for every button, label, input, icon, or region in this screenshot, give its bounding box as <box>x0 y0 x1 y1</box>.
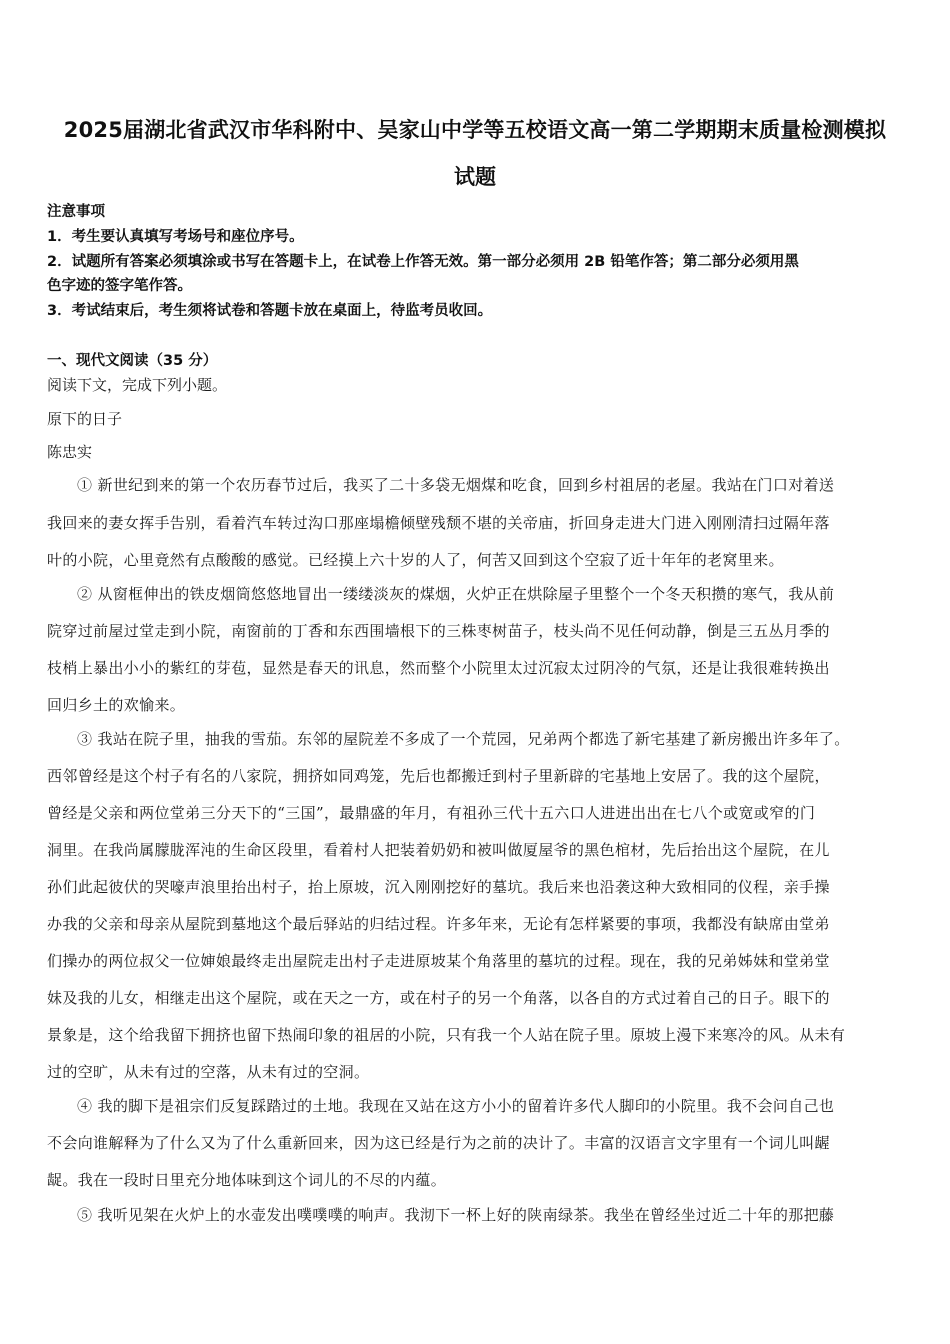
body-line: 西邻曾经是这个村子有名的八家院，拥挤如同鸡笼，先后也都搬迁到村子里新辟的宅基地上安居了。我的这个屋院， <box>47 767 830 785</box>
body-line: 办我的父亲和母亲从屋院到墓地这个最后驿站的归结过程。许多年来，无论有怎样紧要的事项，我都没有缺席由堂弟 <box>47 915 830 933</box>
body-line: ① 新世纪到来的第一个农历春节过后，我买了二十多袋无烟煤和吃食，回到乡村祖居的老屋。我站在门口对着送 <box>77 476 835 494</box>
section-heading: 一、现代文阅读（35 分） <box>47 353 218 369</box>
body-line: 枝梢上暴出小小的紫红的芽苞，显然是春天的讯息，然而整个小院里太过沉寂太过阴冷的气氛，还是让我很难转换出 <box>47 659 830 677</box>
document-title-line-2: 试题 <box>454 165 496 189</box>
body-line: 曾经是父亲和两位堂弟三分天下的“三国”，最鼎盛的年月，有祖孙三代十五六口人进进出出在七八个或宽或窄的门 <box>47 804 816 822</box>
reading-instruction: 阅读下文，完成下列小题。 <box>47 376 228 394</box>
body-line: ② 从窗框伸出的铁皮烟筒悠悠地冒出一缕缕淡灰的煤烟，火炉正在烘除屋子里整个一个冬天积攒的寒气，我从前 <box>77 585 835 603</box>
body-line: 我回来的妻女挥手告别，看着汽车转过沟口那座塌檐倾壁残颓不堪的关帝庙，折回身走进大门进入刚刚清扫过隔年落 <box>47 514 830 532</box>
body-line: 叶的小院，心里竟然有点酸酸的感觉。已经摸上六十岁的人了，何苦又回到这个空寂了近十年年的老窝里来。 <box>47 551 784 569</box>
document-title-line-1: 2025届湖北省武汉市华科附中、吴家山中学等五校语文高一第二学期期末质量检测模拟 <box>63 118 887 142</box>
notice-item-3: 3．考试结束后，考生须将试卷和答题卡放在桌面上，待监考员收回。 <box>47 303 493 319</box>
notice-heading: 注意事项 <box>47 204 105 220</box>
article-title: 原下的日子 <box>47 410 123 428</box>
body-line: 们操办的两位叔父一位婶娘最终走出屋院走出村子走进原坡某个角落里的墓坑的过程。现在，我的兄弟姊妹和堂弟堂 <box>47 952 830 970</box>
body-line: 景象是，这个给我留下拥挤也留下热闹印象的祖居的小院，只有我一个人站在院子里。原坡上漫下来寒冷的风。从未有 <box>47 1026 846 1044</box>
body-line: 孙们此起彼伏的哭嚎声浪里抬出村子，抬上原坡，沉入刚刚挖好的墓坑。我后来也沿袭这种大致相同的仪程，亲手操 <box>47 878 830 896</box>
notice-item-2-line-2: 色字迹的签字笔作答。 <box>47 278 192 294</box>
body-line: 不会向谁解释为了什么又为了什么重新回来，因为这已经是行为之前的决计了。丰富的汉语言文字里有一个词儿叫龌 <box>47 1134 830 1152</box>
body-line: 洞里。在我尚属朦胧浑沌的生命区段里，看着村人把装着奶奶和被叫做厦屋爷的黑色棺材，先后抬出这个屋院，在儿 <box>47 841 830 859</box>
body-line: ④ 我的脚下是祖宗们反复踩踏过的土地。我现在又站在这方小小的留着许多代人脚印的小院里。我不会问自己也 <box>77 1097 835 1115</box>
body-line: 妹及我的儿女，相继走出这个屋院，或在天之一方，或在村子的另一个角落，以各自的方式过着自己的日子。眼下的 <box>47 989 830 1007</box>
body-line: 院穿过前屋过堂走到小院，南窗前的丁香和东西围墙根下的三株枣树苗子，枝头尚不见任何动静，倒是三五丛月季的 <box>47 622 830 640</box>
body-line: 回归乡土的欢愉来。 <box>47 696 186 714</box>
article-author: 陈忠实 <box>47 443 93 461</box>
notice-item-1: 1．考生要认真填写考场号和座位序号。 <box>47 229 304 245</box>
body-line: ⑤ 我听见架在火炉上的水壶发出噗噗噗的响声。我沏下一杯上好的陕南绿茶。我坐在曾经坐过近二十年的那把藤 <box>77 1206 835 1224</box>
body-line: ③ 我站在院子里，抽我的雪茄。东邻的屋院差不多成了一个荒园，兄弟两个都选了新宅基建了新房搬出许多年了。 <box>77 730 850 748</box>
body-line: 龊。我在一段时日里充分地体味到这个词儿的不尽的内蕴。 <box>47 1171 447 1189</box>
notice-item-2-line-1: 2．试题所有答案必须填涂或书写在答题卡上，在试卷上作答无效。第一部分必须用 2B 铅笔作答；第二部分必须用黑 <box>47 254 799 270</box>
body-line: 过的空旷，从未有过的空落，从未有过的空洞。 <box>47 1063 370 1081</box>
